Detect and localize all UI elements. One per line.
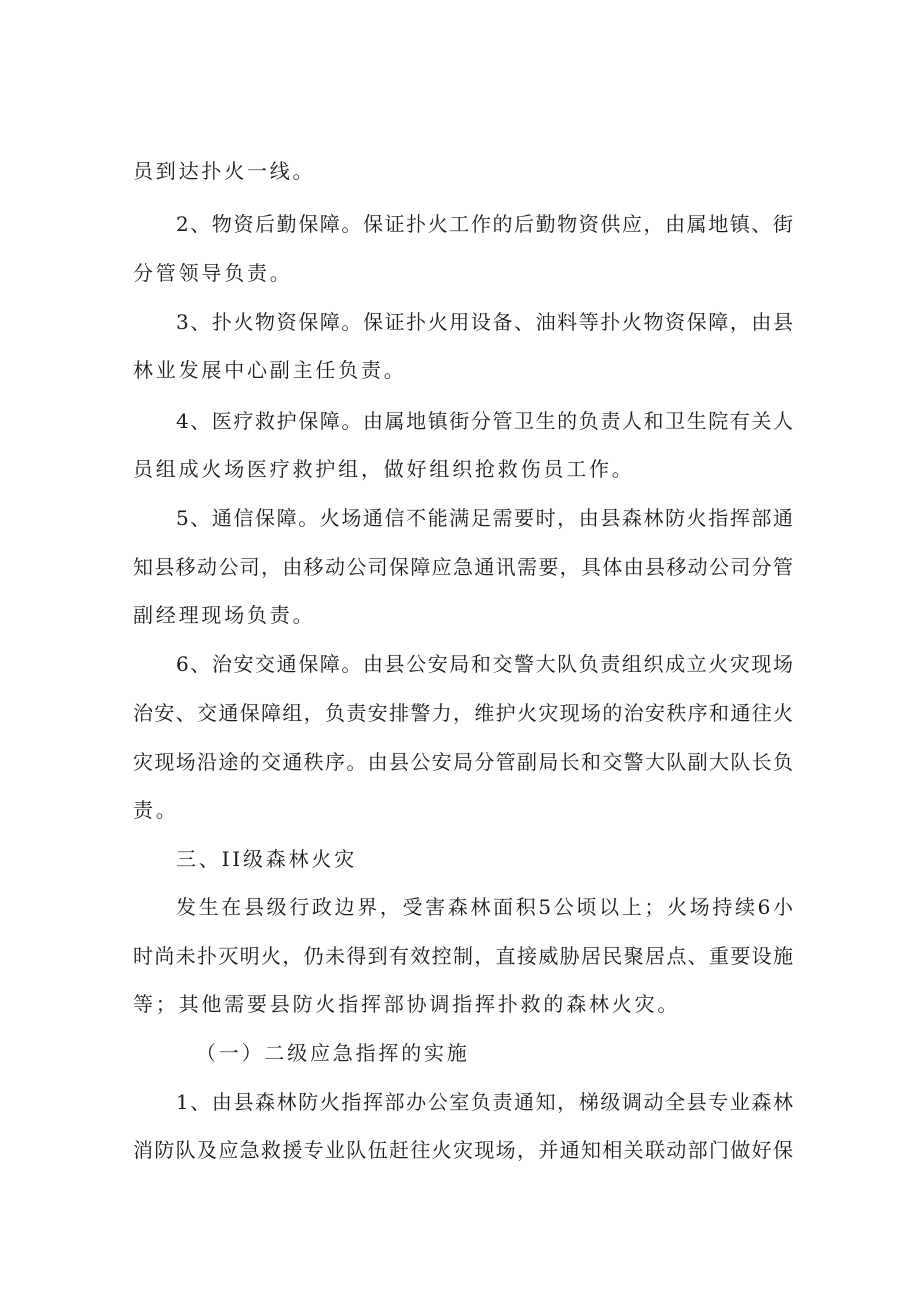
text-line: 发生在县级行政边界，受害森林面积5公顷以上；火场持续6小 — [176, 895, 793, 919]
subsection-heading: （一）二级应急指挥的实施 — [196, 1041, 470, 1065]
text-line: 消防队及应急救援专业队伍赶往火灾现场，并通知相关联动部门做好保 — [133, 1138, 793, 1162]
text-line: 1、由县森林防火指挥部办公室负责通知，梯级调动全县专业森林 — [176, 1090, 793, 1114]
text-line: 林业发展中心副主任负责。 — [133, 358, 407, 382]
text-line: 责。 — [133, 798, 179, 822]
section-heading: 三、II级森林火灾 — [176, 847, 358, 871]
text-line: 员组成火场医疗救护组，做好组织抢救伤员工作。 — [133, 457, 635, 481]
text-line: 2、物资后勤保障。保证扑火工作的后勤物资供应，由属地镇、街 — [176, 212, 793, 236]
text-line: 治安、交通保障组，负责安排警力，维护火灾现场的治安秩序和通往火 — [133, 701, 793, 725]
text-line: 时尚未扑灭明火，仍未得到有效控制，直接威胁居民聚居点、重要设施 — [133, 944, 793, 968]
text-line: 4、医疗救护保障。由属地镇街分管卫生的负责人和卫生院有关人 — [176, 409, 793, 433]
text-line: 6、治安交通保障。由县公安局和交警大队负责组织成立火灾现场 — [176, 652, 793, 676]
text-line: 知县移动公司，由移动公司保障应急通讯需要，具体由县移动公司分管 — [133, 555, 793, 579]
text-line: 副经理现场负责。 — [133, 603, 316, 627]
text-line: 员到达扑火一线。 — [133, 159, 316, 183]
text-line: 5、通信保障。火场通信不能满足需要时，由县森林防火指挥部通 — [176, 506, 793, 530]
text-line: 3、扑火物资保障。保证扑火用设备、油料等扑火物资保障，由县 — [176, 310, 793, 334]
text-line: 分管领导负责。 — [133, 261, 293, 285]
text-line: 等；其他需要县防火指挥部协调指挥扑救的森林火灾。 — [133, 992, 681, 1016]
text-line: 灾现场沿途的交通秩序。由县公安局分管副局长和交警大队副大队长负 — [133, 750, 793, 774]
